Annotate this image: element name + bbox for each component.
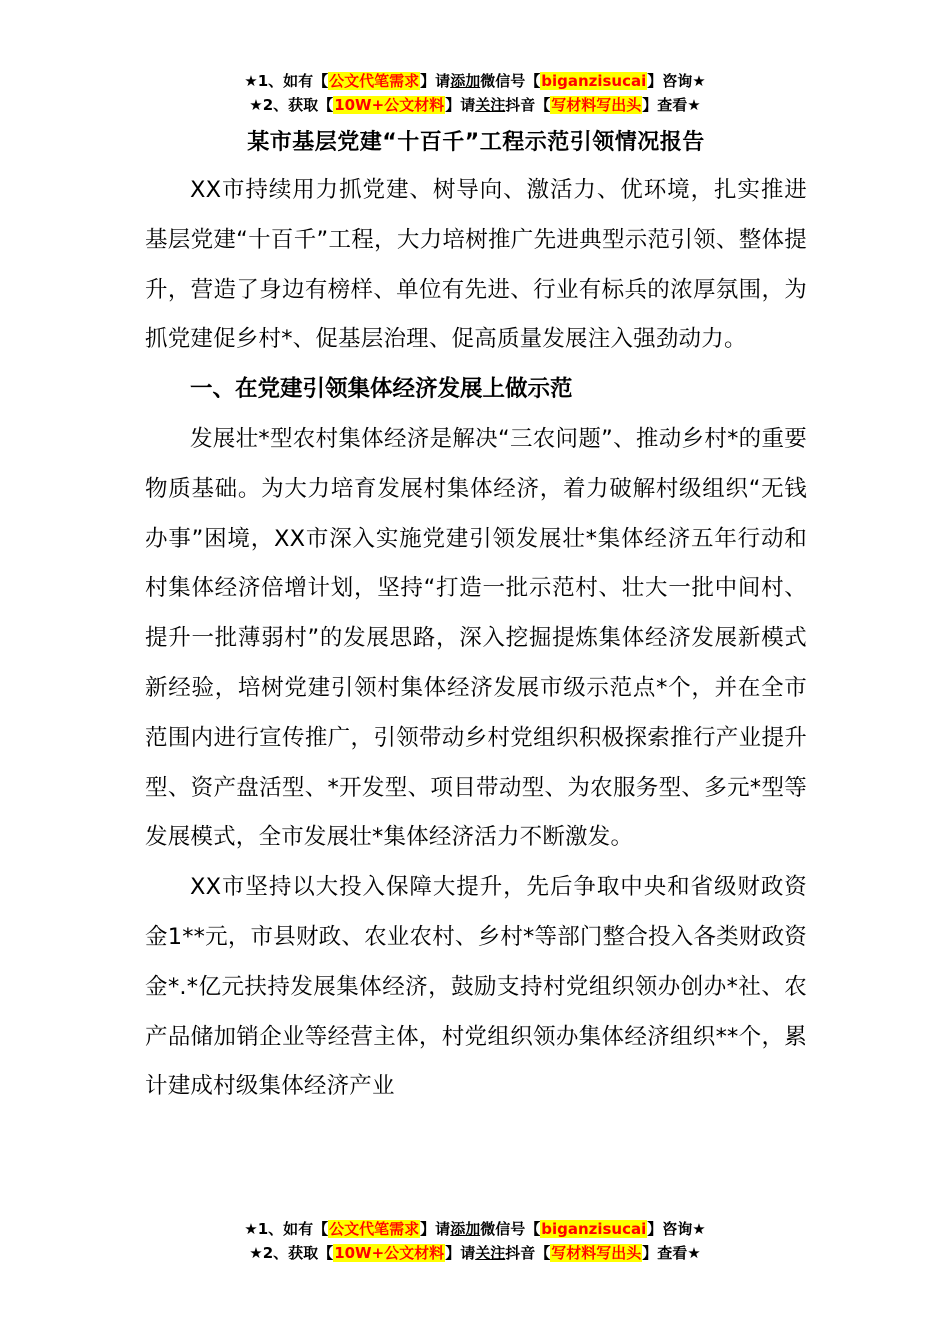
promo-text: 抖音【 xyxy=(505,96,551,114)
promo-highlight: biganzisucai xyxy=(541,1220,647,1238)
promo-text: 】请 xyxy=(445,1244,476,1262)
promo-text: 】查看★ xyxy=(642,96,701,114)
promo-text: 微信号【 xyxy=(480,72,541,90)
promo-line-2 xyxy=(0,94,950,118)
intro-paragraph: XX市持续用力抓党建、树导向、激活力、优环境，扎实推进基层党建“十百千”工程，大力培树推广先进典型示范引领、整体提升，营造了身边有榜样、单位有先进、行业有标兵的浓厚氛围，为抓党建促乡村*、促基层治理、促高质量发展注入强劲动力。 xyxy=(145,177,807,353)
promo-text: 】咨询★ xyxy=(647,72,706,90)
promo-text: 】请 xyxy=(445,96,476,114)
promo-text: 】请 xyxy=(420,1220,451,1238)
promo-highlight: biganzisucai xyxy=(541,72,647,90)
section-heading: 一、在党建引领集体经济发展上做示范 xyxy=(190,376,573,403)
promo-highlight: 10W+公文材料 xyxy=(334,96,445,114)
promo-text: 】请 xyxy=(420,72,451,90)
promo-underline: 添加 xyxy=(450,72,481,90)
promo-underline: 关注 xyxy=(475,96,506,114)
promo-text: ★1、如有【 xyxy=(244,72,329,90)
promo-highlight: 写材料写出头 xyxy=(551,96,642,114)
promo-text: ★2、获取【 xyxy=(249,96,334,114)
promo-highlight: 公文代笔需求 xyxy=(329,72,420,90)
promo-text: ★1、如有【 xyxy=(244,1220,329,1238)
promo-underline: 添加 xyxy=(450,1220,481,1238)
promo-highlight: 写材料写出头 xyxy=(551,1244,642,1262)
promo-highlight: 10W+公文材料 xyxy=(334,1244,445,1262)
promo-text: ★2、获取【 xyxy=(249,1244,334,1262)
promo-highlight: 公文代笔需求 xyxy=(329,1220,420,1238)
promo-line-1 xyxy=(0,1218,950,1242)
promo-banner-top xyxy=(0,70,950,118)
body-paragraph: 发展壮*型农村集体经济是解决“三农问题”、推动乡村*的重要物质基础。为大力培育发展村集体经济，着力破解村级组织“无钱办事”困境，XX市深入实施党建引领发展壮*集体经济五年行动和村集体经济倍增计划，坚持“打造一批示范村、壮大一批中间村、提升一批薄弱村”的发展思路，深入挖掘提炼集体经济发展新模式新经验，培树党建引领村集体经济发展市级示范点*个，并在全市范围内进行宣传推广，引领带动乡村党组织积极探索推行产业提升型、资产盘活型、*开发型、项目带动型、为农服务型、多元*型等发展模式，全市发展壮*集体经济活力不断激发。 xyxy=(145,425,807,851)
promo-text: 】查看★ xyxy=(642,1244,701,1262)
body-paragraph: XX市坚持以大投入保障大提升，先后争取中央和省级财政资金1**元，市县财政、农业农村、乡村*等部门整合投入各类财政资金*.*亿元扶持发展集体经济，鼓励支持村党组织领办创办*社、农产品储加销企业等经营主体，村党组织领办集体经济组织**个，累计建成村级集体经济产业 xyxy=(145,874,807,1100)
promo-line-1 xyxy=(0,70,950,94)
promo-text: 抖音【 xyxy=(505,1244,551,1262)
promo-banner-bottom xyxy=(0,1218,950,1266)
document-title: 某市基层党建“十百千”工程示范引领情况报告 xyxy=(247,130,705,155)
document-body xyxy=(145,124,807,1112)
promo-underline: 关注 xyxy=(475,1244,506,1262)
promo-text: 】咨询★ xyxy=(647,1220,706,1238)
promo-text: 微信号【 xyxy=(480,1220,541,1238)
promo-line-2 xyxy=(0,1242,950,1266)
